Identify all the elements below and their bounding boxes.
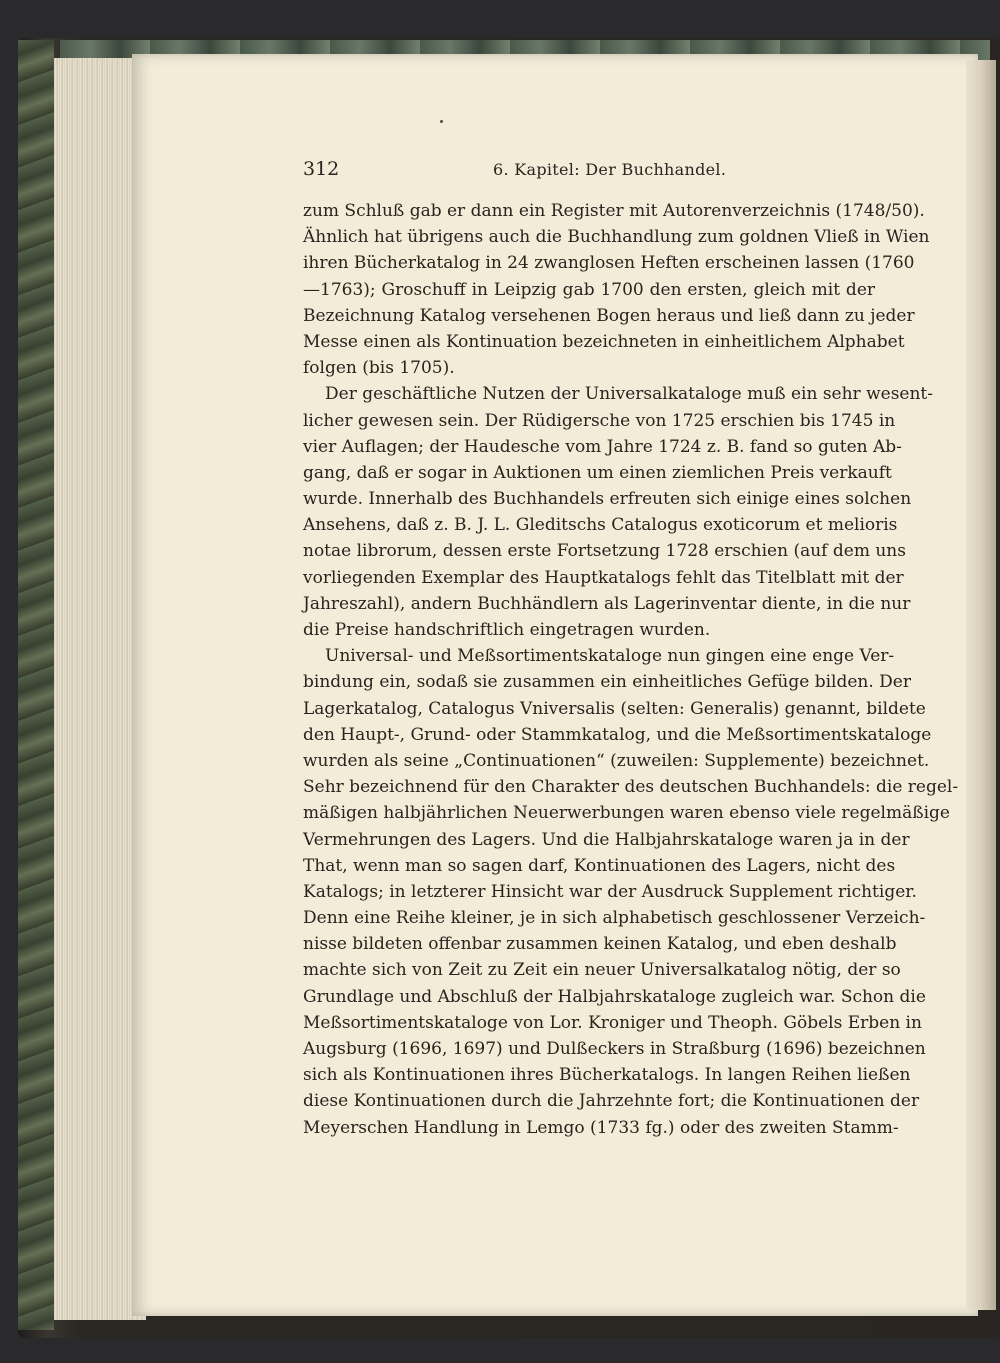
text-line: mäßigen halbjährlichen Neuerwerbungen waren ebenso viele regelmäßige — [303, 803, 950, 824]
running-head: 6. Kapitel: Der Buchhandel. — [493, 160, 727, 179]
text-line: wurde. Innerhalb des Buchhandels erfreuten sich einige eines solchen — [303, 489, 912, 510]
text-line: Denn eine Reihe kleiner, je in sich alphabetisch geschlossener Verzeich- — [303, 908, 926, 929]
text-line: zum Schluß gab er dann ein Register mit Autorenverzeichnis (1748/50). — [303, 201, 925, 221]
text-line: Lagerkatalog, Catalogus Vniversalis (selten: Generalis) genannt, bildete — [303, 698, 926, 719]
body-text — [303, 198, 959, 1141]
text-line: —1763); Groschuff in Leipzig gab 1700 den ersten, gleich mit der — [303, 279, 875, 300]
text-line: bindung ein, sodaß sie zusammen ein einheitliches Gefüge bilden. Der — [303, 672, 911, 693]
text-line: die Preise handschriftlich eingetragen wurden. — [303, 620, 711, 640]
text-line: vier Auflagen; der Haudesche vom Jahre 1724 z. B. fand so guten Ab- — [303, 436, 902, 457]
text-line: Jahreszahl), andern Buchhändlern als Lagerinventar diente, in die nur — [303, 593, 911, 614]
text-line: diese Kontinuationen durch die Jahrzehnte fort; die Kontinuationen der — [303, 1091, 920, 1112]
text-line: Grundlage und Abschluß der Halbjahrskataloge zugleich war. Schon die — [303, 986, 926, 1007]
text-line: Sehr bezeichnend für den Charakter des deutschen Buchhandels: die regel- — [303, 777, 959, 798]
text-line: vorliegenden Exemplar des Hauptkatalogs fehlt das Titelblatt mit der — [303, 567, 904, 588]
text-line: ihren Bücherkatalog in 24 zwanglosen Heften erscheinen lassen (1760 — [303, 253, 915, 274]
text-line: wurden als seine „Continuationen“ (zuweilen: Supplemente) bezeichnet. — [303, 750, 930, 771]
text-line: folgen (bis 1705). — [303, 358, 455, 379]
text-line: Katalogs; in letzterer Hinsicht war der Ausdruck Supplement richtiger. — [303, 881, 917, 902]
text-line: sich als Kontinuationen ihres Bücherkatalogs. In langen Reihen ließen — [303, 1065, 911, 1086]
text-line: nisse bildeten offenbar zusammen keinen Katalog, und eben deshalb — [303, 934, 897, 955]
text-line: Meyerschen Handlung in Lemgo (1733 fg.) oder des zweiten Stamm- — [303, 1117, 899, 1138]
text-line: Messe einen als Kontinuation bezeichneten in einheitlichem Alphabet — [303, 331, 905, 352]
marbled-binding-left — [18, 40, 54, 1330]
page-header — [303, 158, 875, 186]
text-line: Vermehrungen des Lagers. Und die Halbjahrskataloge waren ja in der — [303, 829, 910, 850]
text-line: That, wenn man so sagen darf, Kontinuationen des Lagers, nicht des — [303, 855, 896, 876]
text-line: Augsburg (1696, 1697) und Dulßeckers in Straßburg (1696) bezeichnen — [303, 1039, 926, 1059]
text-line: notae librorum, dessen erste Fortsetzung 1728 erschien (auf dem uns — [303, 541, 906, 562]
text-line: Ansehens, daß z. B. J. L. Gleditschs Catalogus exoticorum et melioris — [303, 515, 898, 536]
page-right-edge — [966, 60, 996, 1310]
text-line: den Haupt-, Grund- oder Stammkatalog, und die Meßsortimentskataloge — [303, 724, 932, 745]
text-line: licher gewesen sein. Der Rüdigersche von 1725 erschien bis 1745 in — [303, 410, 896, 431]
text-line: Bezeichnung Katalog versehenen Bogen heraus und ließ dann zu jeder — [303, 305, 915, 326]
paper-speck — [440, 120, 443, 123]
text-line: gang, daß er sogar in Auktionen um einen ziemlichen Preis verkauft — [303, 462, 892, 483]
text-line: machte sich von Zeit zu Zeit ein neuer Universalkatalog nötig, der so — [303, 960, 901, 981]
text-line: Ähnlich hat übrigens auch die Buchhandlung zum goldnen Vließ in Wien — [303, 227, 930, 248]
text-line: Der geschäftliche Nutzen der Universalkataloge muß ein sehr wesent- — [325, 384, 934, 405]
text-line: Meßsortimentskataloge von Lor. Kroniger und Theoph. Göbels Erben in — [303, 1012, 922, 1033]
page-number: 312 — [303, 158, 340, 180]
text-line: Universal- und Meßsortimentskataloge nun gingen eine enge Ver- — [325, 646, 895, 667]
